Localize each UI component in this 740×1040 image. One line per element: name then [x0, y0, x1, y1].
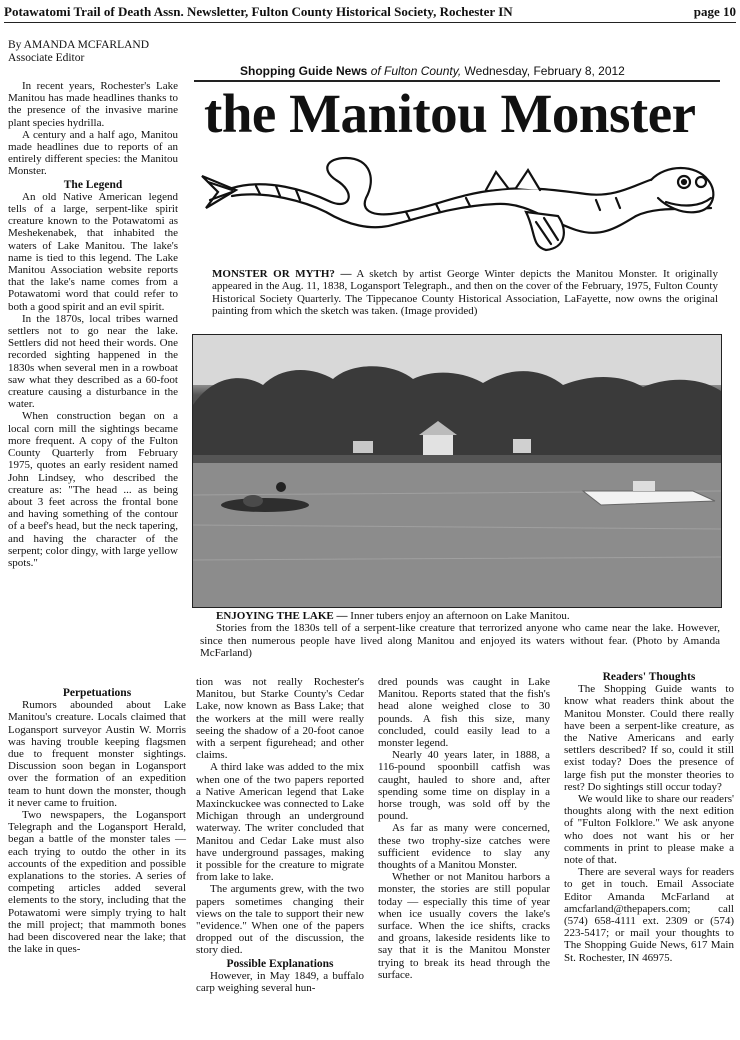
column-3 — [378, 676, 550, 981]
paragraph: A century and a half ago, Manitou made headlines due to reports of an entirely different species: the Manitou Monster. — [8, 128, 178, 178]
paragraph: There are several ways for readers to get in touch. Email Associate Editor Amanda McFarland at amcfarland@thepapers.com; call (574) 658-4111 ext. 2309 or (574) 223-5417; or mail your thoughts to The Shopping Guide News, 617 Main St. Rochester, IN 46975. — [564, 866, 734, 964]
paragraph: Two newspapers, the Logansport Telegraph and the Logansport Herald, began a battle of the monster tales — each trying to outdo the other in its accounts of the expedition and possible explanations to the stories. A series of competing articles added several elements to the story, including that the Potawatomi were simply trying to halt the mill project; that mammoth bones had been discovered near the lake; that the lake in ques- — [8, 809, 186, 956]
masthead-of: of Fulton County, — [370, 64, 462, 78]
paragraph: dred pounds was caught in Lake Manitou. Reports stated that the fish's head alone weighed close to 30 pounds. A fish this size, many concluded, could easily lead to a monster legend. — [378, 676, 550, 750]
running-head-rule — [4, 22, 736, 23]
paragraph: Nearly 40 years later, in 1888, a 116-pound spoonbill catfish was caught, hauled to shore and, after spending some time on display in a horse trough, was sold off by the pound. — [378, 749, 550, 823]
sketch-caption-text: A sketch by artist George Winter depicts the Manitou Monster. It originally appeared in the Aug. 11, 1838, Logansport Telegraph., and then on the cover of the February, 1975, Fulton County Historical Society Quarterly. The Tippecanoe County Historical Association, LaFayette, now owns the original painting from which the sketch was taken. (Image provided) — [212, 268, 718, 318]
masthead-rule — [194, 80, 720, 82]
subhead-legend: The Legend — [63, 178, 123, 191]
masthead-paper: Shopping Guide News — [240, 64, 368, 78]
page-number: page 10 — [693, 4, 736, 19]
lake-photo — [192, 334, 722, 608]
paragraph: When construction began on a local corn mill the sightings became more frequent. A copy of the Fulton County Quarterly from February 1975, quotes an early resident named John Lindsey, who described the creature as: "The head ... as being about 3 feet across the frontal bone and having something of the contour of a beef's head, but the neck tapering, and having the character of the serpent; color dingy, with large yellow spots." — [8, 410, 178, 569]
subhead-readers-thoughts: Readers' Thoughts — [602, 671, 696, 683]
paragraph: tion was not really Rochester's Manitou, but Starke County's Cedar Lake, now known as Bass Lake; that the workers at the mill were really seeing the shadow of a 20-foot canoe with a serpent figurehead; and other claims. — [196, 676, 364, 762]
paragraph: Rumors abounded about Lake Manitou's creature. Locals claimed that Logansport surveyor Austin W. Morris was having trouble keeping flagsmen due to frequent monster sightings. Discussion soon began in Logansport over the formation of an expedition team to hunt down the monster, though it never came to fruition. — [8, 699, 186, 809]
headline: the Manitou Monster — [204, 83, 696, 144]
photo-caption — [200, 610, 720, 660]
column-2 — [196, 676, 364, 994]
sketch-caption — [212, 268, 718, 318]
paragraph: In recent years, Rochester's Lake Manitou has made headlines thanks to the presence of the invasive marine plant species hydrilla. — [8, 80, 178, 129]
paragraph: The Shopping Guide wants to know what readers think about the Manitou Monster. Could there really have been a serpent-like creature, as the Native Americans and early settlers described? If so, could it still exist today? Does the presence of large fish put the monster theories to rest? Do sightings still occur today? — [564, 683, 734, 793]
paragraph: Whether or not Manitou harbors a monster, the stories are still popular today — especially this time of year when ice usually covers the lake's surface. When the ice shifts, cracks and groans, lakeside residents like to say that it is the Manitou Monster trying to break its head through the surface. — [378, 871, 550, 981]
masthead-date: Wednesday, February 8, 2012 — [464, 64, 625, 78]
column-1 — [8, 80, 178, 569]
paragraph: We would like to share our readers' thoughts along with the next edition of "Fulton Folklore." We ask anyone who does not want his or her comments in print to please make a note of that. — [564, 793, 734, 867]
photo-caption-lead: ENJOYING THE LAKE — — [216, 610, 348, 622]
running-head-title: Potawatomi Trail of Death Assn. Newsletter, Fulton County Historical Society, Rochester IN — [4, 4, 513, 19]
masthead — [240, 64, 625, 78]
byline-author: By AMANDA MCFARLAND — [8, 39, 150, 51]
lake-photo-scene — [193, 335, 721, 607]
monster-sketch-image — [196, 150, 726, 258]
column-1-continued — [8, 686, 186, 955]
subhead-possible-explanations: Possible Explanations — [226, 957, 334, 970]
byline — [8, 39, 149, 65]
paragraph: The arguments grew, with the two papers sometimes changing their views on the tale to support their new "evidence." When one of the papers dropped out of the discussion, the story died. — [196, 883, 364, 957]
subhead-perpetuations: Perpetuations — [62, 687, 132, 699]
photo-caption-text-1: Inner tubers enjoy an afternoon on Lake Manitou. — [350, 610, 570, 622]
sketch-caption-lead: MONSTER OR MYTH? — — [212, 268, 352, 280]
paragraph: A third lake was added to the mix when one of the two papers reported a Native American legend that Lake Maxinckuckee was connected to Lake Michigan through an underground waterway. The writer concluded that Manitou and Cedar Lake must also have underground passages, making it possible for the creature to migrate from lake to lake. — [196, 761, 364, 884]
paragraph: As far as many were concerned, these two trophy-size catches were sufficient evidence to slay any thoughts of a Manitou Monster. — [378, 822, 550, 872]
byline-role: Associate Editor — [8, 52, 85, 64]
column-4 — [564, 670, 734, 964]
paragraph: In the 1870s, local tribes warned settlers not to go near the lake. Settlers did not heed their words. One recorded sighting happened in the 1830s when several men in a rowboat saw what they described as a 60-foot creature causing a disturbance in the water. — [8, 312, 178, 411]
paragraph: However, in May 1849, a buffalo carp weighing several hun- — [196, 969, 364, 995]
running-head — [4, 4, 736, 20]
paragraph: An old Native American legend tells of a large, serpent-like spirit creature known to the Potawatomi as Meshekenabek, that inhabited the waters of Lake Manitou. The lake's name is tied to this legend. The Lake Manitou Association website reports that the lake's name comes from a Potawatomi word that could refer to both a good spirit and an evil spirit. — [8, 190, 178, 313]
photo-caption-text-2: Stories from the 1830s tell of a serpent-like creature that terrorized anyone who came near the lake. However, since then numerous people have lived along Manitou and enjoyed its waters without fear. (Photo by Amanda McFarland) — [200, 622, 720, 660]
